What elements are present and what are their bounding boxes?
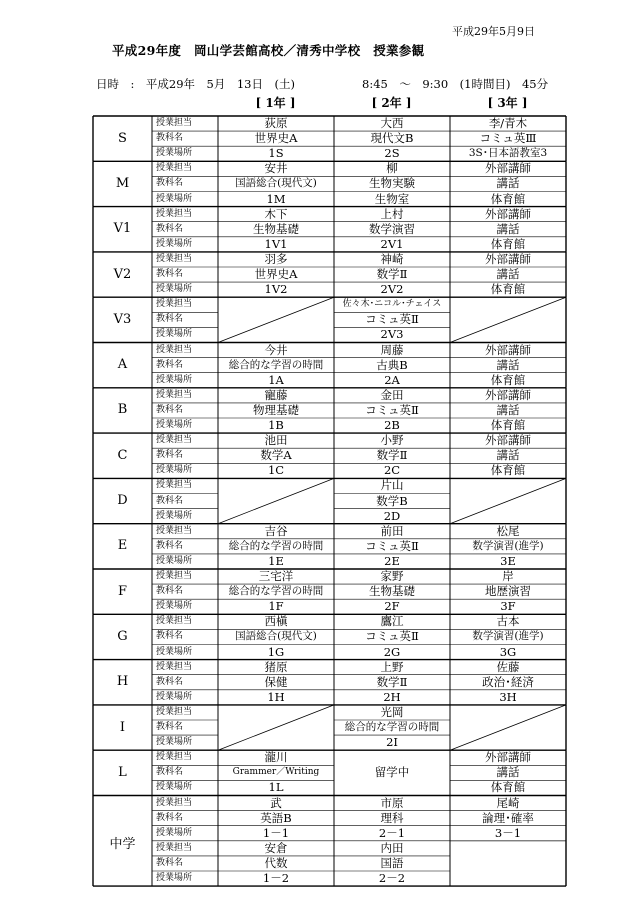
row-label: 授業場所 <box>156 782 193 793</box>
grid-line <box>450 478 566 523</box>
cell-value: 英語B <box>260 810 292 825</box>
row-label: 授業担当 <box>156 480 193 491</box>
grid-line <box>450 705 566 750</box>
cell-value: コミュ英Ⅲ <box>479 131 537 146</box>
cell-value: 内田 <box>380 840 404 855</box>
cell-value: 3－1 <box>494 825 522 840</box>
cell-value: 生物室 <box>374 191 410 206</box>
group-label: L <box>118 764 127 780</box>
header-grade-1: [ 1年 ] <box>255 96 296 110</box>
cell-value: 体育館 <box>490 282 526 297</box>
row-label: 授業担当 <box>156 435 193 446</box>
cell-value: 李/青木 <box>488 116 528 130</box>
cell-value: 前田 <box>380 523 404 538</box>
row-label: 授業担当 <box>156 661 193 672</box>
cell-value: 政治･経済 <box>482 674 534 689</box>
cell-value: 1L <box>268 780 284 795</box>
cell-value: 2V3 <box>380 327 404 342</box>
time-line: 8:45 ～ 9:30 (1時間目) 45分 <box>362 77 549 91</box>
row-label: 授業担当 <box>156 525 193 536</box>
cell-value: 国語総合(現代文) <box>235 177 317 190</box>
row-label: 教科名 <box>156 586 184 597</box>
cell-value: 数学A <box>260 448 292 463</box>
row-label: 授業場所 <box>156 646 193 657</box>
cell-value: 2S <box>384 146 400 161</box>
cell-value: 大西 <box>380 116 404 130</box>
cell-value: 三宅洋 <box>258 569 294 583</box>
cell-value: 2D <box>383 508 401 523</box>
cell-value: 3E <box>500 553 516 568</box>
row-label: 授業担当 <box>156 842 193 853</box>
header-grade-2: [ 2年 ] <box>371 96 412 110</box>
cell-value: 2A <box>384 372 400 387</box>
cell-value: 数学B <box>376 493 408 508</box>
cell-value: 古典B <box>376 357 408 372</box>
grid-line <box>218 478 334 523</box>
row-label: 授業担当 <box>156 344 193 355</box>
cell-value: 神崎 <box>380 251 404 266</box>
cell-value: 数学Ⅱ <box>376 674 408 689</box>
cell-value: 現代文B <box>370 131 414 146</box>
cell-value: 講話 <box>496 221 520 236</box>
cell-value: 体育館 <box>490 463 526 478</box>
cell-value: 2V1 <box>380 236 404 251</box>
cell-value: 佐藤 <box>496 659 520 674</box>
cell-value: 世界史A <box>254 131 298 146</box>
cell-value: 生物基礎 <box>253 221 299 236</box>
cell-value: 数学Ⅱ <box>376 267 408 281</box>
cell-value: 総合的な学習の時間 <box>344 721 440 733</box>
cell-value: 理科 <box>380 810 404 825</box>
cell-value: 羽多 <box>264 251 288 266</box>
cell-value: コミュ英Ⅱ <box>365 312 419 327</box>
cell-value: 3H <box>499 689 517 704</box>
cell-value: 生物基礎 <box>369 584 415 599</box>
cell-value: 2－1 <box>378 825 406 840</box>
group-label: H <box>116 674 129 690</box>
row-label: 授業担当 <box>156 752 193 763</box>
cell-value: 講話 <box>496 402 520 417</box>
cell-value: 3S･日本語教室3 <box>468 147 548 160</box>
cell-value: 1E <box>268 553 284 568</box>
cell-value: 講話 <box>496 765 520 780</box>
cell-value: 外部講師 <box>485 206 531 221</box>
cell-value: 1M <box>266 191 286 206</box>
grid-line <box>450 297 566 342</box>
row-label: 授業場所 <box>156 193 193 204</box>
cell-value: 総合的な学習の時間 <box>228 358 324 371</box>
cell-value: 尾崎 <box>496 795 520 810</box>
cell-value: 数学演習 <box>369 221 415 236</box>
row-label: 授業場所 <box>156 601 193 612</box>
cell-value: 体育館 <box>490 418 526 432</box>
row-label: 授業担当 <box>156 571 193 581</box>
cell-value: 保健 <box>264 674 288 689</box>
cell-value: 1V1 <box>264 236 288 251</box>
cell-value: 武 <box>270 795 282 810</box>
row-label: 教科名 <box>156 631 184 642</box>
cell-value: 1－2 <box>262 871 290 885</box>
cell-value: 講話 <box>496 176 520 191</box>
cell-value: 2I <box>386 735 398 750</box>
cell-value: 講話 <box>496 357 520 372</box>
row-label: 授業場所 <box>156 329 193 340</box>
cell-value: 片山 <box>380 478 404 493</box>
row-label: 教科名 <box>156 223 184 234</box>
row-label: 授業場所 <box>156 691 193 702</box>
cell-value: 数学演習(進学) <box>472 630 544 643</box>
group-label: C <box>117 447 128 463</box>
document-title: 平成29年度 岡山学芸館高校／清秀中学校 授業参観 <box>112 43 425 58</box>
row-label: 授業場所 <box>156 465 193 476</box>
cell-value: 松尾 <box>496 523 520 538</box>
cell-value: 岸 <box>502 569 514 583</box>
cell-value: 小野 <box>380 433 404 448</box>
row-label: 授業担当 <box>156 389 193 400</box>
cell-value: 講話 <box>496 448 520 463</box>
row-label: 授業担当 <box>156 118 193 128</box>
cell-value: 物理基礎 <box>253 402 299 417</box>
cell-value <box>450 856 566 871</box>
cell-value: 世界史A <box>254 267 298 281</box>
cell-value: 2－2 <box>378 871 406 885</box>
cell-value: 寵藤 <box>264 387 288 402</box>
row-label: 授業担当 <box>156 797 193 808</box>
row-label: 教科名 <box>156 133 184 144</box>
group-label: E <box>117 538 128 554</box>
group-label: D <box>117 493 128 509</box>
cell-value: 外部講師 <box>485 342 531 357</box>
group-label: V3 <box>113 311 132 327</box>
cell-value: 総合的な学習の時間 <box>228 585 324 598</box>
row-label: 授業場所 <box>156 284 193 295</box>
cell-value: 外部講師 <box>485 161 531 176</box>
cell-value: 1C <box>267 463 285 478</box>
cell-value: 国語総合(現代文) <box>235 630 317 643</box>
cell-value: 上村 <box>380 206 404 221</box>
cell-value: 論理･確率 <box>482 810 534 825</box>
cell-value: 講話 <box>496 267 520 281</box>
row-label: 授業担当 <box>156 616 193 627</box>
row-label: 教科名 <box>156 404 184 415</box>
cell-value: 1－1 <box>262 825 290 840</box>
cell-value: 1B <box>268 418 284 432</box>
cell-value: 生物実験 <box>369 176 415 191</box>
cell-value: 古本 <box>496 614 520 629</box>
row-label: 授業場所 <box>156 374 193 385</box>
cell-value: 体育館 <box>490 780 526 795</box>
cell-value: コミュ英Ⅱ <box>365 629 419 644</box>
cell-value: 木下 <box>264 206 288 221</box>
cell-value: 猪原 <box>264 659 288 674</box>
cell-value: コミュ英Ⅱ <box>365 402 419 417</box>
group-label: F <box>117 583 128 599</box>
cell-value: 上野 <box>380 659 404 674</box>
row-label: 授業担当 <box>156 163 193 174</box>
cell-value: 地歴演習 <box>485 584 531 599</box>
row-label: 授業場所 <box>156 555 193 566</box>
row-label: 教科名 <box>156 450 184 461</box>
group-label: B <box>117 402 128 418</box>
cell-value: 体育館 <box>490 191 526 206</box>
cell-value: 瀧川 <box>264 750 288 765</box>
cell-value: 1H <box>267 689 285 704</box>
row-label: 教科名 <box>156 269 184 279</box>
cell-value: 2E <box>384 553 400 568</box>
cell-value: 周藤 <box>380 342 404 357</box>
cell-value: 数学Ⅱ <box>376 448 408 463</box>
row-label: 授業場所 <box>156 827 193 838</box>
cell-value: 家野 <box>380 569 404 583</box>
cell-value: 吉谷 <box>264 523 288 538</box>
issue-date: 平成29年5月9日 <box>452 25 535 38</box>
row-label: 教科名 <box>156 178 184 189</box>
cell-value: 光岡 <box>380 704 404 719</box>
cell-value: 安倉 <box>264 840 288 855</box>
row-label: 授業場所 <box>156 148 193 159</box>
cell-value: 2B <box>384 418 400 432</box>
row-label: 授業場所 <box>156 873 193 883</box>
row-label: 教科名 <box>156 495 184 506</box>
cell-value: 国語 <box>380 855 404 870</box>
group-label: G <box>117 628 128 644</box>
cell-value: 1S <box>268 146 284 161</box>
row-label: 教科名 <box>156 857 184 868</box>
cell-value: 今井 <box>264 342 288 357</box>
cell-value: 西槇 <box>264 614 288 629</box>
cell-value: 体育館 <box>490 372 526 387</box>
cell-value: 安井 <box>264 161 288 176</box>
group-label: I <box>119 719 126 735</box>
cell-value: 池田 <box>264 433 288 448</box>
cell-value: 外部講師 <box>485 251 531 266</box>
row-label: 教科名 <box>156 767 184 778</box>
cell-value: 金田 <box>380 387 404 402</box>
cell-value: 2F <box>384 599 400 614</box>
group-label: A <box>117 357 128 373</box>
row-label: 授業場所 <box>156 238 193 249</box>
cell-value: 2G <box>383 644 401 659</box>
cell-value: 1F <box>268 599 284 614</box>
cell-value: 1G <box>267 644 285 659</box>
cell-value: 鷹江 <box>380 614 404 629</box>
row-label: 教科名 <box>156 676 184 687</box>
cell-value: 代数 <box>264 855 288 870</box>
header-grade-3: [ 3年 ] <box>487 96 528 110</box>
cell-value <box>450 841 566 856</box>
row-label: 授業場所 <box>156 737 193 748</box>
cell-merged: 留学中 <box>374 765 410 780</box>
cell-value: コミュ英Ⅱ <box>365 538 419 553</box>
cell-value: 1A <box>268 372 284 387</box>
group-label: V2 <box>113 266 132 282</box>
cell-value: 佐々木･ニコル･チェイス <box>342 299 442 310</box>
group-label: M <box>115 175 130 191</box>
cell-value: 柳 <box>386 161 398 176</box>
grid-line <box>218 705 334 750</box>
cell-value: 3F <box>500 599 516 614</box>
row-label: 授業担当 <box>156 208 193 219</box>
cell-value: 2V2 <box>380 282 404 297</box>
row-label: 教科名 <box>156 722 184 732</box>
cell-value: 1V2 <box>264 282 288 297</box>
row-label: 授業担当 <box>156 706 193 717</box>
date-line: 日時 : 平成29年 5月 13日 (土) <box>96 77 295 91</box>
cell-value: 数学演習(進学) <box>472 539 544 552</box>
cell-value: 市原 <box>380 795 404 810</box>
cell-value: 外部講師 <box>485 433 531 448</box>
cell-value: 外部講師 <box>485 387 531 402</box>
cell-value: 総合的な学習の時間 <box>228 539 324 552</box>
group-label: V1 <box>113 221 132 237</box>
cell-value: 体育館 <box>490 236 526 251</box>
cell-value: 外部講師 <box>485 750 531 765</box>
row-label: 教科名 <box>156 314 184 325</box>
row-label: 授業場所 <box>156 510 193 521</box>
cell-value: 荻原 <box>264 116 288 130</box>
row-label: 教科名 <box>156 359 184 370</box>
row-label: 授業担当 <box>156 253 193 264</box>
row-label: 授業担当 <box>156 299 193 310</box>
group-label: S <box>118 130 127 146</box>
row-label: 教科名 <box>156 812 184 823</box>
group-label: 中学 <box>109 836 136 852</box>
cell-value: Grammer／Writing <box>232 767 320 778</box>
cell-value <box>450 871 566 886</box>
cell-value: 2C <box>383 463 401 478</box>
row-label: 授業場所 <box>156 420 193 430</box>
row-label: 教科名 <box>156 540 184 551</box>
cell-value: 2H <box>383 689 401 704</box>
grid-line <box>218 297 334 342</box>
cell-value: 3G <box>499 644 517 659</box>
